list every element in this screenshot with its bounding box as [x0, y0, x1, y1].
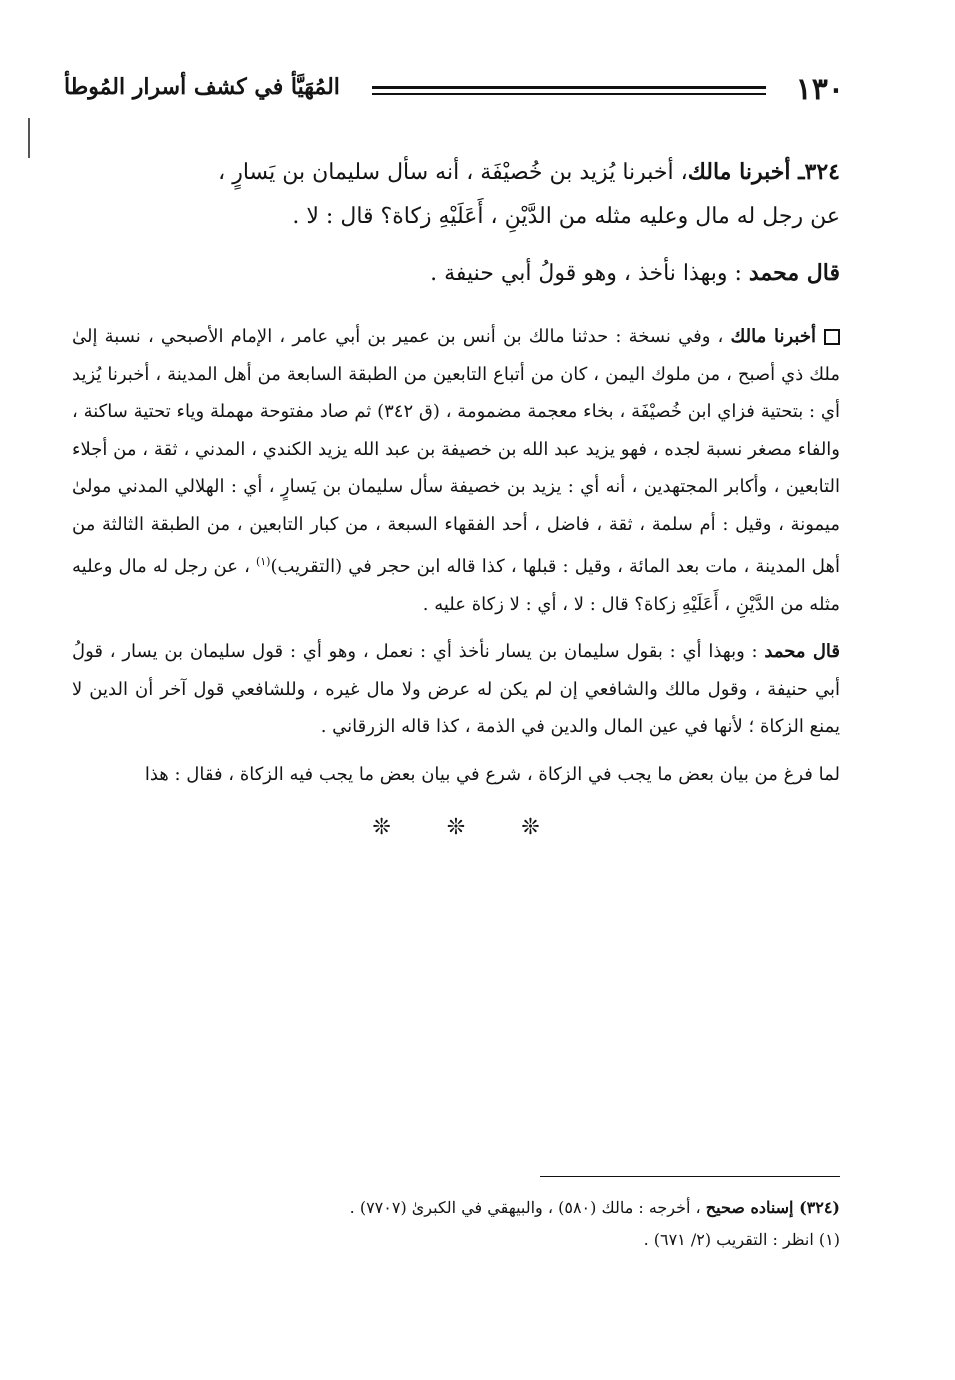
star-icon: ❊: [372, 815, 391, 840]
muhammad-label: قال محمد: [748, 260, 840, 286]
hadith-paragraph: [72, 150, 840, 239]
commentary2-label: قال محمد: [764, 641, 840, 662]
footnote-rule: [540, 1176, 840, 1177]
commentary-label: أخبرنا مالك: [730, 326, 816, 347]
hadith-number: ٣٢٤ـ أخبرنا مالك: [687, 159, 840, 185]
page-number: ١٣٠: [795, 72, 844, 107]
commentary2-text: : وبهذا أي : بقول سليمان بن يسار نأخذ أي : نعمل ، وهو أي : قول سليمان بن يسار ، قولُ أبي حنيفة ، وقول مالك والشافعي إن لم يكن له عرض ولا مال غيره ، وللشافعي قول آخر أن الدين لا يمنع الزكاة ؛ لأنها في عين المال والدين في الذمة ، كذا قاله الزرقاني .: [72, 641, 840, 737]
footnote-1: [140, 1192, 840, 1224]
book-title: المُهَيَّأ في كشف أسرار المُوطأ: [64, 74, 340, 100]
footnote-1-text: ، أخرجه : مالك (٥٨٠) ، والبيهقي في الكبرىٰ (٧٧٠٧) .: [349, 1198, 706, 1217]
square-icon: [824, 329, 840, 345]
section-separator: [72, 815, 840, 840]
muhammad-text: : وبهذا نأخذ ، وهو قولُ أبي حنيفة .: [430, 261, 749, 286]
hadith-text-line2: عن رجل له مال وعليه مثله من الدَّيْنِ ، أَعَلَيْهِ زكاة؟ قال : لا .: [292, 204, 840, 229]
footnote-1-label: (٣٢٤) إسناده صحيح: [705, 1198, 840, 1217]
transition-text: لما فرغ من بيان بعض ما يجب في الزكاة ، شرع في بيان بعض ما يجب فيه الزكاة ، فقال : هذا: [144, 763, 840, 785]
footnotes: [140, 1192, 840, 1256]
commentary-paragraph: [72, 318, 840, 623]
header-rule: [372, 86, 766, 95]
commentary-paragraph-2: [72, 633, 840, 746]
muhammad-paragraph: [72, 251, 840, 296]
margin-mark: [28, 118, 30, 158]
main-text: [72, 150, 840, 840]
commentary-text: ، وفي نسخة : حدثنا مالك بن أنس بن عمير بن أبي عامر ، الإمام الأصبحي ، نسبة إلىٰ ملك ذي أصبح ، من ملوك اليمن ، كان من أتباع التابعين من الطبقة السابعة من أهل المدينة ، أخبرنا يُزيد أي : بتحتية فزاي ابن خُصيْفَة ، بخاء معجمة مضمومة ، (ق ٣٤٢) ثم صاد مفتوحة مهملة وياء تحتية ساكنة ، والفاء مصغر نسبة لجده ، فهو يزيد عبد الله بن خصيفة بن عبد الله يزيد الكندي ، المدني ، ثقة ، من أجلاء التابعين ، وأكابر المجتهدين ، أنه أي : يزيد بن خصيفة سأل سليمان بن يَسارٍ ، أي : الهلالي المدني مولىٰ ميمونة ، وقيل : أم سلمة ، ثقة ، فاضل ، أحد الفقهاء السبعة ، من كبار التابعين ، من الطبقة الثالثة من أهل المدينة ، مات بعد المائة ، وقيل : قبلها ، كذا قاله ابن حجر في (التقريب): [72, 326, 841, 577]
transition-paragraph: [72, 756, 840, 794]
star-icon: ❊: [446, 815, 466, 840]
page-header: [64, 70, 844, 114]
hadith-text-line1: ، أخبرنا يُزيد بن خُصيْفَة ، أنه سأل سليمان بن يَسارٍ ،: [218, 160, 688, 185]
commentary-text-end: ، عن رجل له مال وعليه مثله من الدَّيْنِ ، أَعَلَيْهِ زكاة؟ قال : لا ، أي : لا زكاة عليه .: [72, 556, 840, 615]
star-icon: ❊: [521, 815, 540, 840]
footnote-2: (١) انظر : التقريب (٢/ ٦٧١) .: [643, 1230, 840, 1249]
footnote-ref: (١): [255, 555, 271, 568]
